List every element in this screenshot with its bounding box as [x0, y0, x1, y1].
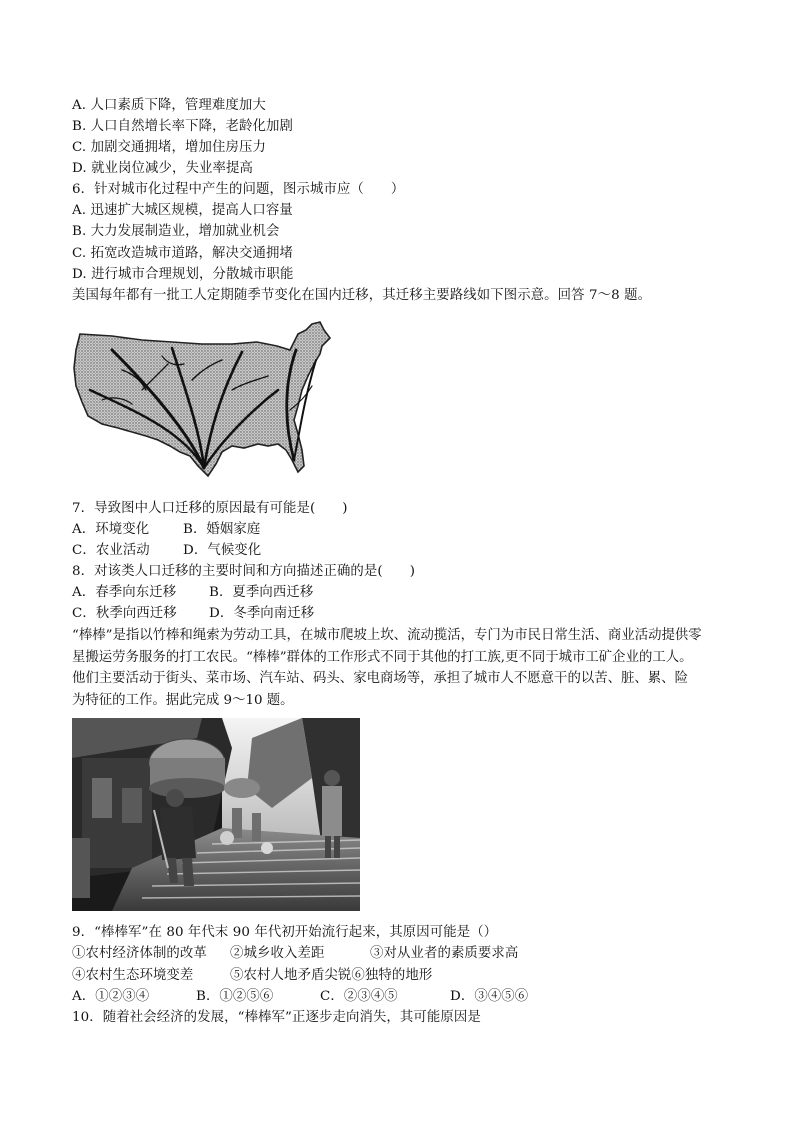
- q9-stem: 9．“棒棒军”在 80 年代末 90 年代初开始流行起来，其原因可能是（）: [72, 925, 498, 940]
- porter-stairs-photo: [72, 718, 360, 911]
- q8-option-a: A．春季向东迁移: [72, 585, 177, 600]
- q7-option-d: D．气候变化: [183, 543, 262, 558]
- q9-item-5-6: ⑤农村人地矛盾尖锐⑥独特的地形: [230, 968, 433, 983]
- q8-option-b: B．夏季向西迁移: [209, 585, 314, 600]
- q9-item-4: ④农村生态环境变差: [72, 968, 194, 983]
- q5-option-b: B. 人口自然增长率下降，老龄化加剧: [72, 119, 294, 134]
- q9-items-row1: [72, 943, 518, 964]
- q9-option-a: A．①②③④: [72, 989, 150, 1004]
- q8-option-d: D．冬季向南迁移: [209, 606, 315, 621]
- q8-options-row1: [72, 582, 313, 603]
- q9-option-c: C．②③④⑤: [320, 989, 398, 1004]
- q8-option-c: C．秋季向西迁移: [72, 606, 177, 621]
- q7-options-row1: [72, 519, 260, 540]
- us-migration-map: [72, 320, 334, 480]
- q7-options-row2: [72, 540, 261, 561]
- q9-item-1: ①农村经济体制的改革: [72, 946, 207, 961]
- q8-stem: 8．对该类人口迁移的主要时间和方向描述正确的是( ): [72, 564, 416, 579]
- q7-option-b: B．婚姻家庭: [183, 522, 261, 537]
- q7-stem: 7．导致图中人口迁移的原因最有可能是( ): [72, 501, 348, 516]
- q9-items-row2: [72, 965, 432, 986]
- q6-stem: 6．针对城市化过程中产生的问题，图示城市应（ ）: [72, 182, 405, 197]
- q10-stem: 10．随着社会经济的发展，“棒棒军”正逐步走向消失，其可能原因是: [72, 1010, 481, 1025]
- q9-option-b: B．①②⑤⑥: [196, 989, 274, 1004]
- q7-option-c: C．农业活动: [72, 543, 150, 558]
- q5-option-a: A. 人口素质下降，管理难度加大: [72, 98, 266, 113]
- q6-option-b: B. 大力发展制造业，增加就业机会: [72, 224, 280, 239]
- q7-option-a: A．环境变化: [72, 522, 150, 537]
- intro-9-10-line-4: 为特征的工作。据此完成 9～10 题。: [72, 692, 294, 708]
- q9-item-3: ③对从业者的素质要求高: [370, 946, 519, 961]
- intro-9-10-line-2: 星搬运劳务服务的打工农民。“棒棒”群体的工作形式不同于其他的打工族,更不同于城市工矿企业的工人。: [72, 649, 693, 665]
- intro-7-8: 美国每年都有一批工人定期随季节变化在国内迁移，其迁移主要路线如下图示意。回答 7～8 题。: [72, 288, 652, 303]
- q5-option-d: D. 就业岗位减少，失业率提高: [72, 161, 253, 176]
- intro-9-10-line-1: “棒棒”是指以竹棒和绳索为劳动工具，在城市爬坡上坎、流动揽活，专门为市民日常生活、商业活动提供零: [72, 628, 702, 643]
- intro-9-10-line-3: 他们主要活动于街头、菜市场、汽车站、码头、家电商场等，承担了城市人不愿意干的以苦、脏、累、险: [72, 671, 688, 686]
- q9-item-2: ②城乡收入差距: [230, 946, 325, 961]
- intro-9-10: [72, 625, 732, 711]
- q5-option-c: C. 加剧交通拥堵，增加住房压力: [72, 140, 266, 155]
- q9-options: [72, 986, 528, 1007]
- q6-option-c: C. 拓宽改造城市道路，解决交通拥堵: [72, 246, 293, 261]
- q6-option-d: D. 进行城市合理规划，分散城市职能: [72, 267, 294, 282]
- q6-option-a: A. 迅速扩大城区规模，提高人口容量: [72, 203, 293, 218]
- q8-options-row2: [72, 603, 314, 624]
- q9-option-d: D．③④⑤⑥: [450, 989, 529, 1004]
